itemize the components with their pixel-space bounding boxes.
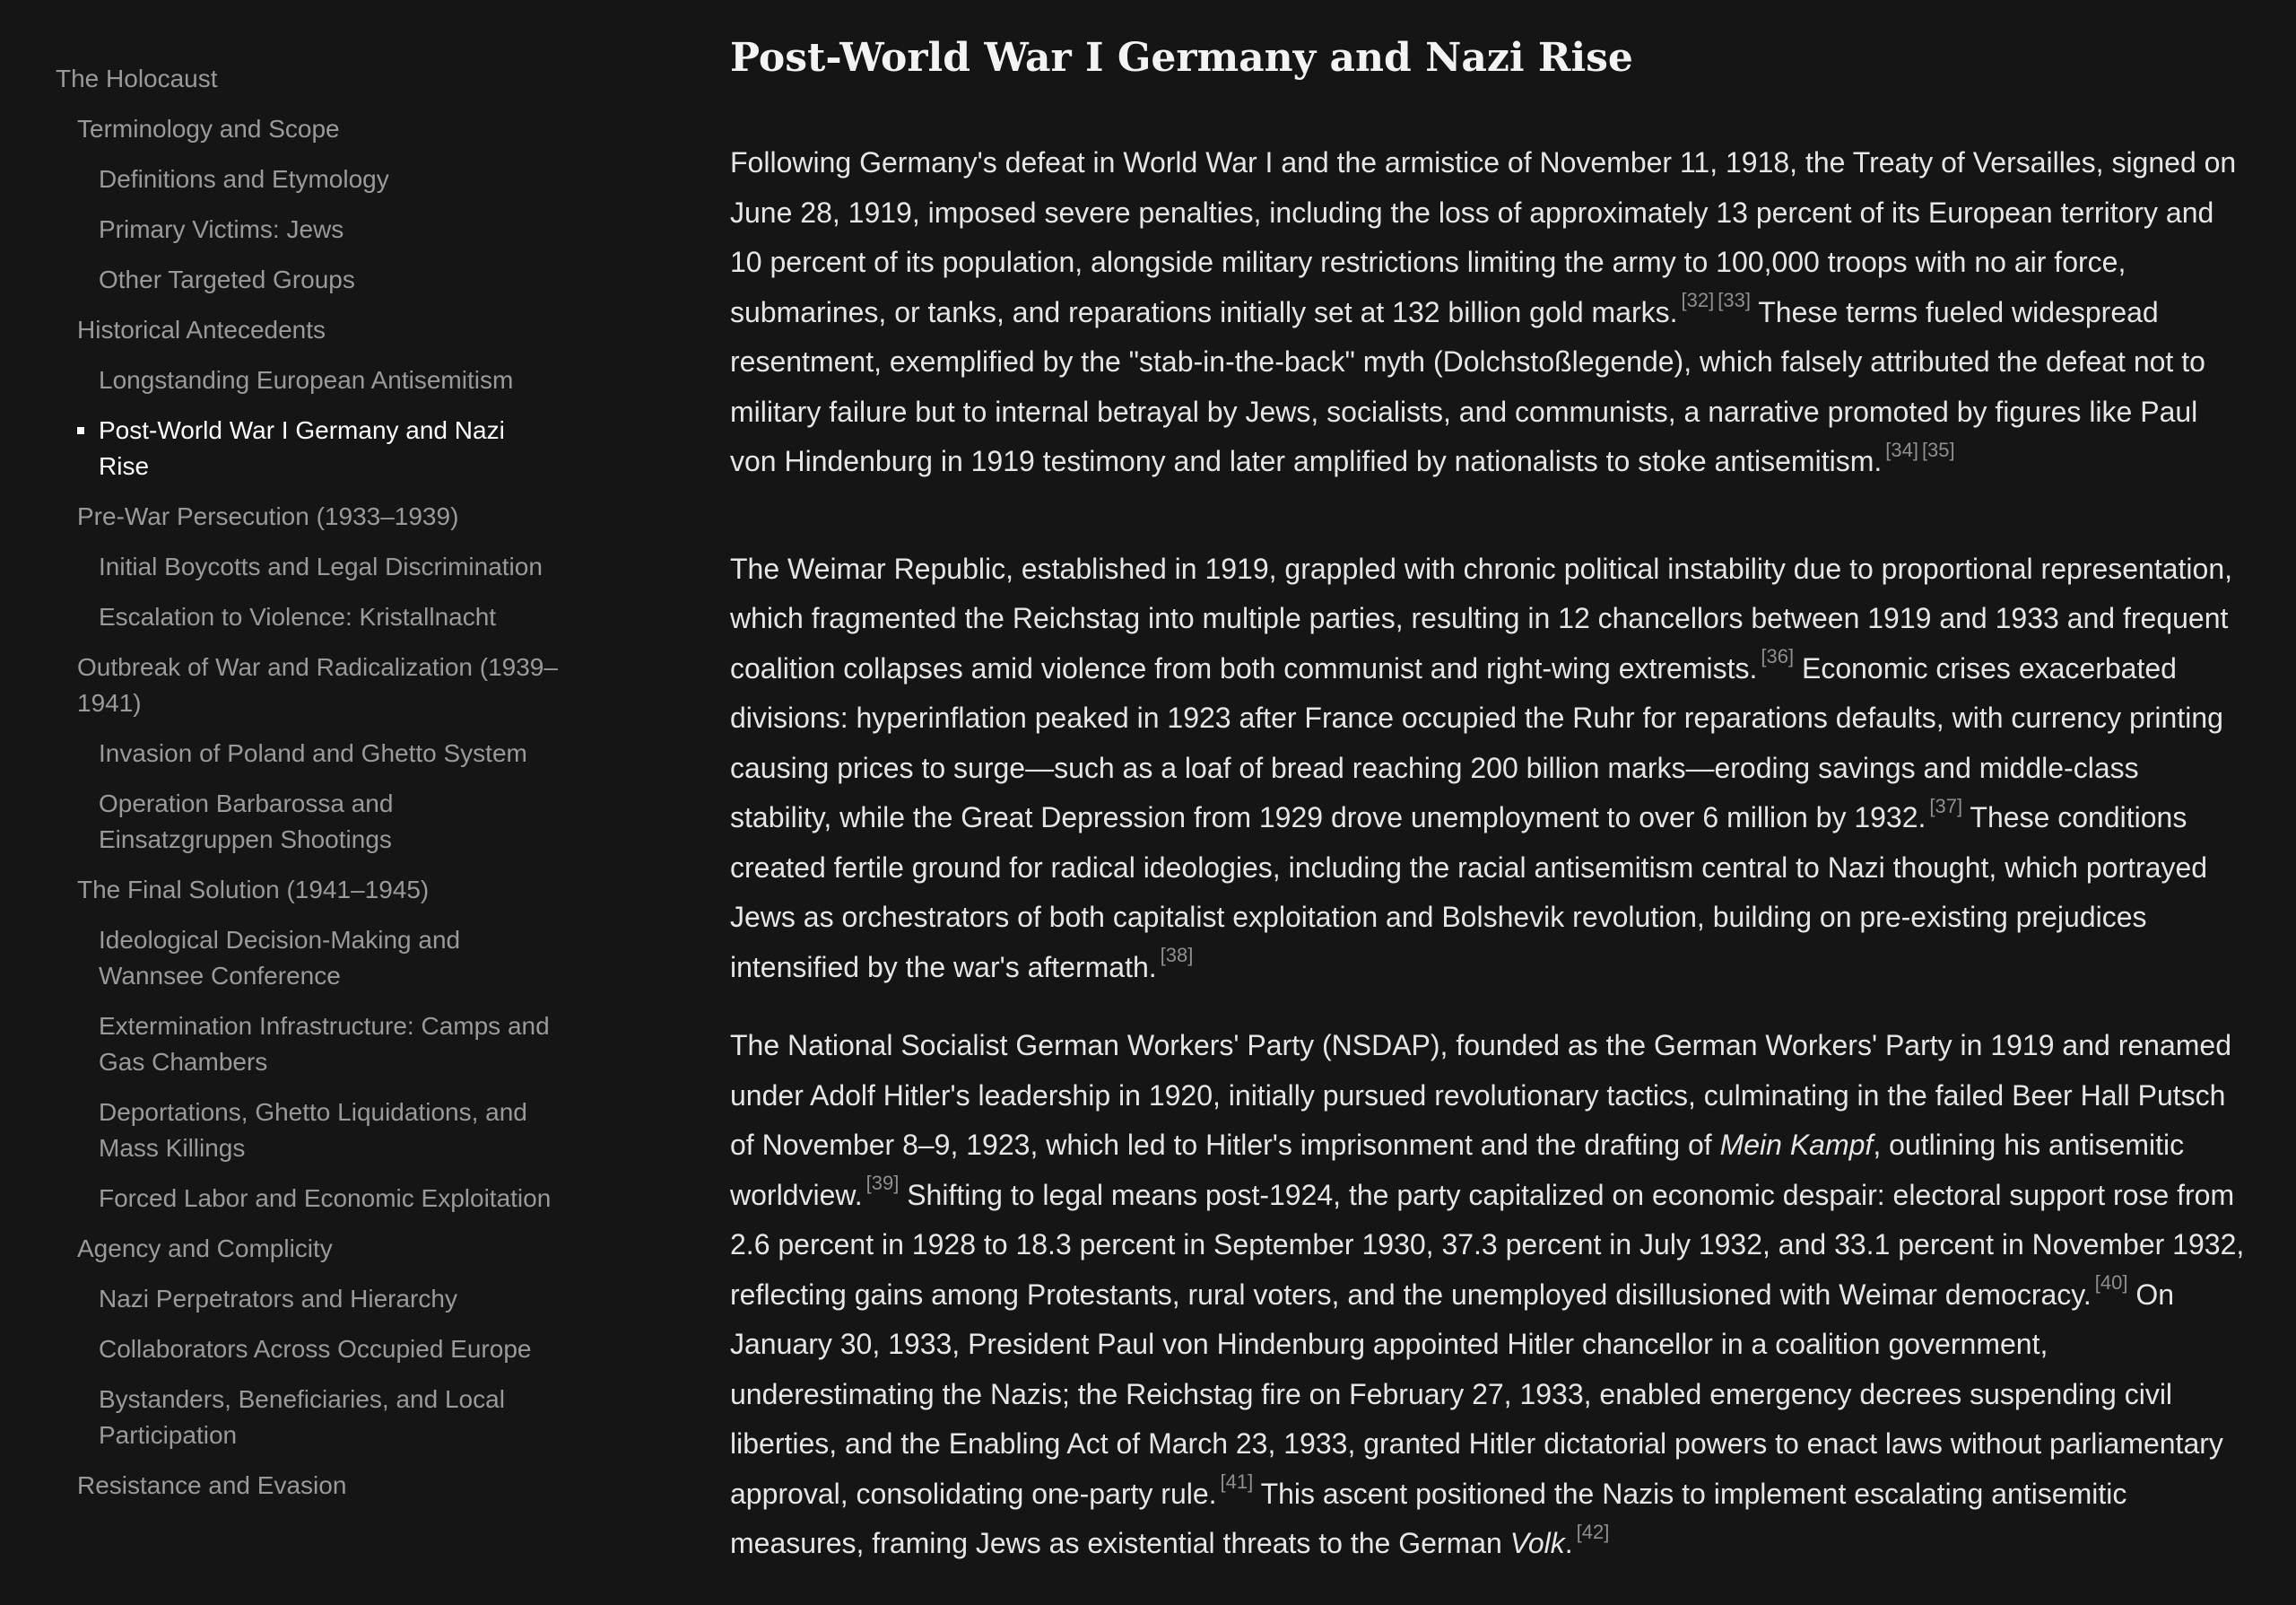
toc-item[interactable]: [56, 111, 558, 147]
toc-item-label: Other Targeted Groups: [99, 266, 355, 293]
toc-item-label: Primary Victims: Jews: [99, 215, 344, 243]
toc-item-label: The Holocaust: [56, 65, 218, 92]
active-bullet-icon: [77, 427, 84, 434]
toc-item[interactable]: [56, 872, 558, 908]
toc-item[interactable]: [56, 1382, 558, 1453]
toc-item-label: Operation Barbarossa and Einsatzgruppen Shootings: [99, 789, 394, 853]
toc-item[interactable]: [56, 212, 558, 248]
article-paragraph: [730, 545, 2246, 993]
toc-item[interactable]: [56, 262, 558, 298]
paragraph-text: .: [1564, 1527, 1573, 1559]
toc-item[interactable]: [56, 599, 558, 635]
toc-item-label: Terminology and Scope: [77, 115, 340, 143]
paragraph-text: On January 30, 1933, President Paul von Hindenburg appointed Hitler chancellor in a coalition government, underestimating the Nazis; the Reichstag fire on February 27, 1933, enabled emergency decrees suspending civil liberties, and the Enabling Act of March 23, 1933, granted Hitler dictatorial powers to enact laws without parliamentary approval, consolidating one-party rule.: [730, 1278, 2223, 1510]
toc-item[interactable]: [56, 362, 558, 398]
toc-item-label: Longstanding European Antisemitism: [99, 366, 514, 394]
toc-item[interactable]: [56, 413, 558, 484]
citation-link[interactable]: [32]: [1681, 289, 1715, 311]
article-paragraph: [730, 1021, 2246, 1569]
toc-item[interactable]: [56, 650, 558, 721]
toc-item[interactable]: [56, 922, 558, 994]
citation-link[interactable]: [34]: [1885, 438, 1918, 461]
toc-item-label: The Final Solution (1941–1945): [77, 876, 430, 903]
paragraph-text: This ascent positioned the Nazis to implement escalating antisemitic measures, framing Jews as existential threats to the German: [730, 1477, 2127, 1559]
toc-item[interactable]: [56, 1181, 558, 1217]
toc-item-label: Definitions and Etymology: [99, 165, 389, 193]
toc-item[interactable]: [56, 786, 558, 858]
paragraph-text: The National Socialist German Workers' Party (NSDAP), founded as the German Workers' Party in 1919 and renamed under Adolf Hitler's leadership in 1920, initially pursued revolutionary tactics, culminating in the failed Beer Hall Putsch of November 8–9, 1923, which led to Hitler's imprisonment and the drafting of: [730, 1029, 2231, 1161]
article: [730, 27, 2246, 1598]
article-paragraph: [730, 138, 2246, 487]
italic-text: Volk: [1509, 1527, 1565, 1559]
paragraph-text: The Weimar Republic, established in 1919, grappled with chronic political instability due to proportional representation, which fragmented the Reichstag into multiple parties, resulting in 12 chancellors between 1919 and 1933 and frequent coalition collapses amid violence from both communist and right-wing extremists.: [730, 552, 2233, 685]
paragraph-text: These conditions created fertile ground for radical ideologies, including the racial antisemitism central to Nazi thought, which portrayed Jews as orchestrators of both capitalist exploitation and Bolshevik revolution, building on pre-existing prejudices intensified by the war's aftermath.: [730, 801, 2208, 983]
citation-link[interactable]: [39]: [865, 1172, 900, 1194]
toc-item[interactable]: [56, 1231, 558, 1267]
toc-item-label: Extermination Infrastructure: Camps and Gas Chambers: [99, 1012, 550, 1076]
toc-item[interactable]: [56, 1281, 558, 1317]
toc-item-label: Outbreak of War and Radicalization (1939–1941): [77, 653, 558, 717]
toc-item-label: Bystanders, Beneficiaries, and Local Participation: [99, 1385, 505, 1449]
paragraph-text: Following Germany's defeat in World War I and the armistice of November 11, 1918, the Treaty of Versailles, signed on June 28, 1919, imposed severe penalties, including the loss of approximately 13 percent of its European territory and 10 percent of its population, alongside military restrictions limiting the army to 100,000 troops with no air force, submarines, or tanks, and reparations initially set at 132 billion gold marks.: [730, 146, 2237, 328]
paragraph-text: , outlining his antisemitic worldview.: [730, 1129, 2185, 1211]
citation-link[interactable]: [42]: [1576, 1520, 1610, 1543]
toc-item[interactable]: [56, 736, 558, 772]
paragraph-text: Shifting to legal means post-1924, the party capitalized on economic despair: electoral support rose from 2.6 percent in 1928 to 18.3 percent in September 1930, 37.3 percent in July 1932, and 33.1 percent in November 1932, reflecting gains among Protestants, rural voters, and the unemployed disillusioned with Weimar democracy.: [730, 1178, 2245, 1311]
toc-item-label: Nazi Perpetrators and Hierarchy: [99, 1285, 457, 1313]
toc-item[interactable]: [56, 1095, 558, 1166]
toc-item-label: Agency and Complicity: [77, 1234, 333, 1262]
toc-item-label: Pre-War Persecution (1933–1939): [77, 502, 459, 530]
table-of-contents: [56, 61, 558, 1518]
toc-item[interactable]: [56, 312, 558, 348]
toc-item-label: Ideological Decision-Making and Wannsee Conference: [99, 926, 461, 990]
italic-text: Mein Kampf: [1719, 1129, 1874, 1161]
paragraph-text: Economic crises exacerbated divisions: hyperinflation peaked in 1923 after France occupied the Ruhr for reparations defaults, with currency printing causing prices to surge—such as a loaf of bread reaching 200 billion marks—eroding savings and middle-class stability, while the Great Depression from 1929 drove unemployment to over 6 million by 1932.: [730, 651, 2223, 833]
page-title: Post-World War I Germany and Nazi Rise: [730, 35, 1633, 81]
toc-item-label: Deportations, Ghetto Liquidations, and Mass Killings: [99, 1098, 527, 1162]
toc-item[interactable]: [56, 549, 558, 585]
toc-item[interactable]: [56, 1468, 558, 1504]
toc-item-label: Invasion of Poland and Ghetto System: [99, 739, 527, 767]
toc-item[interactable]: [56, 499, 558, 535]
toc-item-label: Collaborators Across Occupied Europe: [99, 1335, 532, 1363]
toc-item-label: Post-World War I Germany and Nazi Rise: [99, 416, 505, 480]
paragraph-text: These terms fueled widespread resentment, exemplified by the "stab-in-the-back" myth (Dolchstoßlegende), which falsely attributed the defeat not to military failure but to internal betrayal by Jews, socialists, and communists, a narrative promoted by figures like Paul von Hindenburg in 1919 testimony and later amplified by nationalists to stoke antisemitism.: [730, 295, 2205, 477]
citation-link[interactable]: [35]: [1921, 438, 1955, 461]
toc-item-label: Forced Labor and Economic Exploitation: [99, 1184, 552, 1212]
citation-link[interactable]: [38]: [1160, 944, 1194, 966]
citation-link[interactable]: [33]: [1718, 289, 1751, 311]
citation-link[interactable]: [37]: [1929, 794, 1963, 817]
article-body: [730, 138, 2246, 1569]
citation-link[interactable]: [41]: [1220, 1470, 1254, 1493]
toc-item[interactable]: [56, 1331, 558, 1367]
toc-item[interactable]: [56, 61, 558, 97]
citation-link[interactable]: [40]: [2094, 1271, 2128, 1294]
citation-link[interactable]: [36]: [1761, 645, 1795, 667]
toc-item[interactable]: [56, 1008, 558, 1080]
toc-item-label: Historical Antecedents: [77, 316, 326, 344]
toc-item[interactable]: [56, 161, 558, 197]
toc-item-label: Escalation to Violence: Kristallnacht: [99, 603, 497, 631]
toc-item-label: Initial Boycotts and Legal Discrimination: [99, 553, 543, 580]
toc-item-label: Resistance and Evasion: [77, 1471, 347, 1499]
